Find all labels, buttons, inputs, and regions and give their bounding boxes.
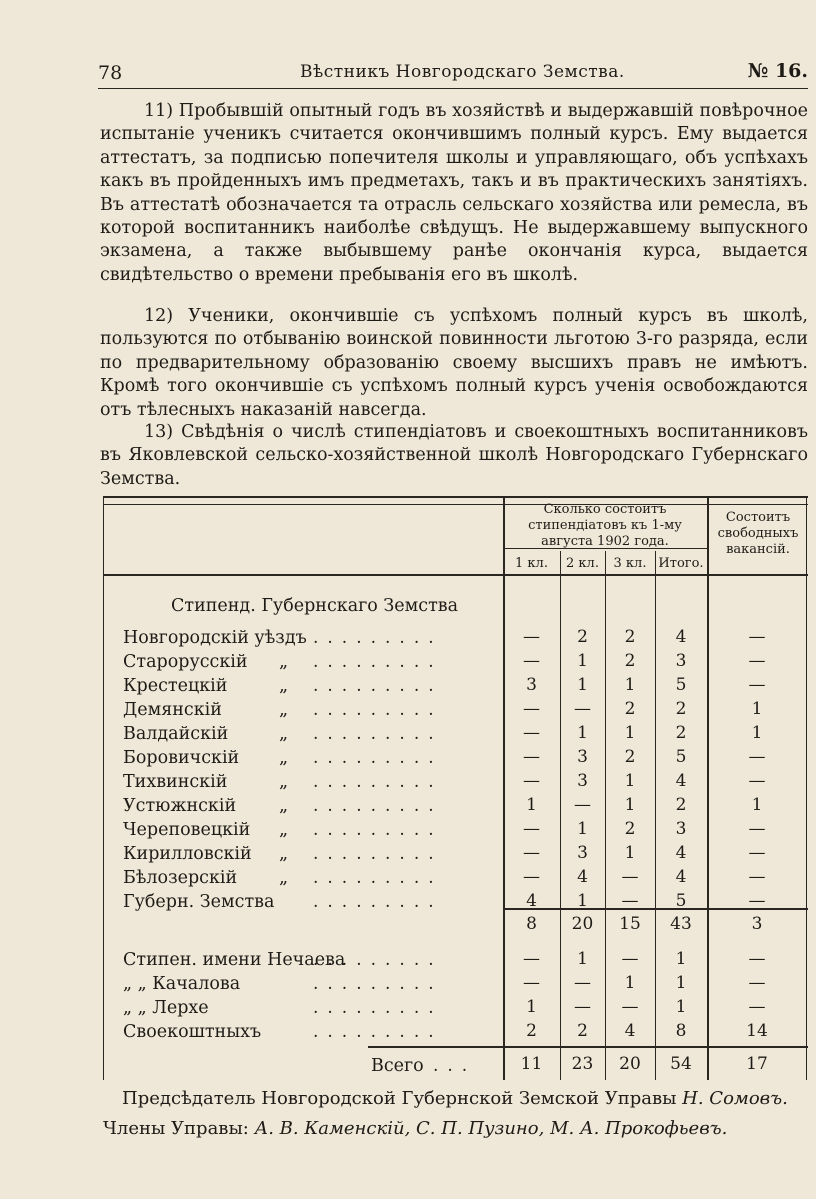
subtotal-c2: 20: [571, 914, 594, 934]
col-class-2: 2 кл.: [566, 556, 599, 571]
page-header: [98, 58, 808, 89]
cell-vac: —: [748, 843, 766, 863]
paragraph-13: 13) Свѣдѣнія о числѣ стипендіатовъ и своекоштныхъ воспитанниковъ въ Яковлевской сельско-хозяйственной школѣ Новгородскаго Губернскаго Земства.: [100, 422, 808, 489]
leader-dots: .........: [313, 796, 443, 816]
leader-dots: .........: [313, 700, 443, 720]
members-prefix: Члены Управы:: [103, 1118, 249, 1139]
ditto-mark: „: [279, 748, 289, 768]
ditto-mark: „: [279, 652, 289, 672]
leader-dots: .........: [313, 998, 443, 1018]
cell-vac: —: [748, 973, 766, 993]
cell-c3: 2: [624, 651, 636, 671]
cell-total: 5: [675, 675, 687, 695]
scholarship-table: [103, 496, 808, 1080]
subtotal-c1: 8: [526, 914, 537, 934]
grand-total-c1: 11: [520, 1054, 543, 1074]
section-gubernia-title: Стипенд. Губернскаго Земства: [171, 596, 459, 616]
cell-c1: 3: [526, 675, 537, 695]
leader-dots: .........: [313, 868, 443, 888]
row-label: Боровичскій: [123, 748, 240, 768]
cell-vac: —: [748, 997, 766, 1017]
cell-c2: 2: [577, 627, 588, 647]
cell-c3: 1: [624, 771, 636, 791]
cell-total: 4: [675, 627, 687, 647]
row-label: Демянскій: [123, 700, 222, 720]
ditto-mark: „: [279, 700, 289, 720]
ditto-mark: „: [279, 796, 289, 816]
cell-vac: —: [748, 651, 766, 671]
cell-c1: 1: [526, 997, 537, 1017]
cell-c2: 1: [577, 675, 588, 695]
members-names: А. В. Каменскій, С. П. Пузино, М. А. Прокофьевъ.: [254, 1118, 728, 1139]
chairman-prefix: Предсѣдатель Новгородской Губернской Земской Управы: [122, 1088, 677, 1109]
leader-dots: .........: [313, 724, 443, 744]
cell-c3: —: [621, 891, 639, 911]
cell-vac: 1: [751, 699, 763, 719]
journal-title: Вѣстникъ Новгородскаго Земства.: [300, 62, 625, 82]
leader-dots: .........: [313, 748, 443, 768]
cell-total: 2: [675, 795, 687, 815]
ditto-mark: „: [279, 676, 289, 696]
row-label: „ „ Качалова: [123, 974, 241, 994]
cell-total: 5: [675, 747, 687, 767]
cell-total: 3: [675, 819, 687, 839]
row-label: Новгородскій уѣздъ: [123, 628, 307, 648]
cell-vac: —: [748, 867, 766, 887]
cell-vac: —: [748, 891, 766, 911]
subtotal-total: 43: [670, 914, 692, 934]
cell-total: 4: [675, 771, 687, 791]
cell-c1: —: [523, 699, 540, 719]
cell-c3: 1: [624, 843, 636, 863]
cell-c2: 1: [577, 891, 588, 911]
cell-c2: 3: [577, 843, 588, 863]
leader-dots: .........: [313, 628, 443, 648]
cell-c1: —: [523, 867, 540, 887]
row-label: Устюжнскій: [123, 796, 237, 816]
cell-c3: 4: [624, 1021, 636, 1041]
cell-c2: 1: [577, 651, 588, 671]
cell-c2: —: [574, 795, 591, 815]
cell-vac: —: [748, 627, 766, 647]
cell-c1: 2: [526, 1021, 537, 1041]
cell-vac: —: [748, 949, 766, 969]
cell-c1: —: [523, 651, 540, 671]
grand-total-c2: 23: [571, 1054, 594, 1074]
leader-dots: .........: [313, 950, 443, 970]
cell-c1: —: [523, 819, 540, 839]
cell-vac: —: [748, 819, 766, 839]
col-class-3: 3 кл.: [613, 556, 647, 571]
leader-dots: .........: [313, 652, 443, 672]
cell-c3: —: [621, 997, 639, 1017]
subtotal-vacancies: 3: [751, 914, 763, 934]
cell-c1: —: [523, 723, 540, 743]
cell-c2: 3: [577, 747, 588, 767]
row-label: Стипен. имени Нечаева: [123, 950, 346, 970]
grand-total-label: Всего: [371, 1056, 424, 1076]
cell-total: 1: [675, 973, 687, 993]
col-class-1: 1 кл.: [515, 556, 548, 571]
cell-c2: —: [574, 973, 591, 993]
ditto-mark: „: [279, 724, 289, 744]
cell-c3: —: [621, 867, 639, 887]
issue-number: № 16.: [747, 60, 808, 82]
cell-c3: 1: [624, 973, 636, 993]
chairman-name: Н. Сомовъ.: [682, 1088, 788, 1109]
ditto-mark: „: [279, 772, 289, 792]
ditto-mark: „: [279, 844, 289, 864]
cell-vac: 1: [751, 795, 763, 815]
cell-c2: 3: [577, 771, 588, 791]
paragraph-11: 11) Пробывшій опытный годъ въ хозяйствѣ и выдержавшій повѣрочное испытаніе ученикъ считается окончившимъ полный курсъ. Ему выдается аттестатъ, за подписью попечителя школы и управляющаго, объ успѣхахъ какъ въ пройденныхъ имъ предметахъ, такъ и въ практическихъ занятіяхъ. Въ аттестатѣ обозначается та отрасль сельскаго хозяйства или ремесла, въ которой воспитанникъ наиболѣе свѣдущъ. Не выдержавшему выпускного экзамена, а также выбывшему ранѣе окончанія курса, выдается свидѣтельство о времени пребыванія его въ школѣ.: [100, 101, 808, 285]
row-label: Бѣлозерскій: [123, 868, 238, 888]
leader-dots: .........: [313, 844, 443, 864]
cell-c1: —: [523, 843, 540, 863]
cell-c3: —: [621, 949, 639, 969]
cell-c3: 2: [624, 819, 636, 839]
grand-total-total: 54: [670, 1054, 692, 1074]
cell-c1: —: [523, 973, 540, 993]
paragraph-12: 12) Ученики, окончившіе съ успѣхомъ полный курсъ въ школѣ, пользуются по отбыванію воинской повинности льготою 3-го разряда, если по предварительному образованію своему высшихъ правъ не имѣютъ. Кромѣ того окончившіе съ успѣхомъ полный курсъ ученія освобождаются отъ тѣлесныхъ наказаній навсегда.: [100, 306, 808, 420]
row-label: Старорусскій: [123, 652, 248, 672]
col-total: Итого.: [658, 556, 704, 571]
cell-c3: 1: [624, 723, 636, 743]
cell-c1: —: [523, 771, 540, 791]
page-number: 78: [98, 62, 123, 84]
cell-vac: —: [748, 747, 766, 767]
cell-c3: 1: [624, 795, 636, 815]
cell-total: 4: [675, 867, 687, 887]
cell-c1: 4: [526, 891, 537, 911]
cell-total: 2: [675, 699, 687, 719]
cell-total: 2: [675, 723, 687, 743]
cell-c3: 2: [624, 747, 636, 767]
cell-c1: —: [523, 627, 540, 647]
row-label: Крестецкій: [123, 676, 228, 696]
cell-vac: —: [748, 675, 766, 695]
cell-vac: 14: [746, 1021, 768, 1041]
grand-total-vacancies: 17: [746, 1054, 768, 1074]
cell-total: 1: [675, 949, 687, 969]
cell-c2: 1: [577, 949, 588, 969]
subtotal-c3: 15: [619, 914, 641, 934]
cell-total: 5: [675, 891, 687, 911]
cell-c1: —: [523, 747, 540, 767]
cell-c2: —: [574, 997, 591, 1017]
leader-dots: .........: [313, 676, 443, 696]
chairman-line: [122, 1088, 788, 1109]
leader-dots: .........: [313, 974, 443, 994]
row-label: „ „ Лерхе: [123, 998, 209, 1018]
cell-total: 1: [675, 997, 687, 1017]
ditto-mark: „: [279, 820, 289, 840]
row-label: Валдайскій: [123, 724, 229, 744]
members-line: [103, 1118, 727, 1139]
cell-c2: 2: [577, 1021, 588, 1041]
ditto-mark: „: [279, 868, 289, 888]
header-vacancies: Состоитъ свободныхъ вакансій.: [717, 510, 799, 557]
cell-total: 8: [675, 1021, 687, 1041]
cell-c3: 1: [624, 675, 636, 695]
cell-total: 4: [675, 843, 687, 863]
cell-c2: 1: [577, 819, 588, 839]
cell-vac: 1: [751, 723, 763, 743]
leader-dots: .........: [313, 772, 443, 792]
cell-vac: —: [748, 771, 766, 791]
cell-c2: —: [574, 699, 591, 719]
cell-c3: 2: [624, 627, 636, 647]
row-label: Череповецкій: [123, 820, 251, 840]
leader-dots: .........: [313, 1022, 443, 1042]
cell-c3: 2: [624, 699, 636, 719]
leader-dots: .........: [313, 892, 443, 912]
cell-c2: 1: [577, 723, 588, 743]
leader-dots: .........: [313, 820, 443, 840]
header-scholars-count: Сколько состоитъ стипендіатовъ къ 1-му августа 1902 года.: [528, 502, 682, 549]
row-label: Тихвинскій: [123, 772, 228, 792]
leader-dots: ...: [433, 1056, 477, 1076]
cell-c1: —: [523, 949, 540, 969]
row-label: Губерн. Земства: [123, 892, 275, 912]
cell-c2: 4: [577, 867, 588, 887]
grand-total-c3: 20: [619, 1054, 641, 1074]
row-label: Своекоштныхъ: [123, 1022, 262, 1042]
cell-total: 3: [675, 651, 687, 671]
row-label: Кирилловскій: [123, 844, 252, 864]
cell-c1: 1: [526, 795, 537, 815]
